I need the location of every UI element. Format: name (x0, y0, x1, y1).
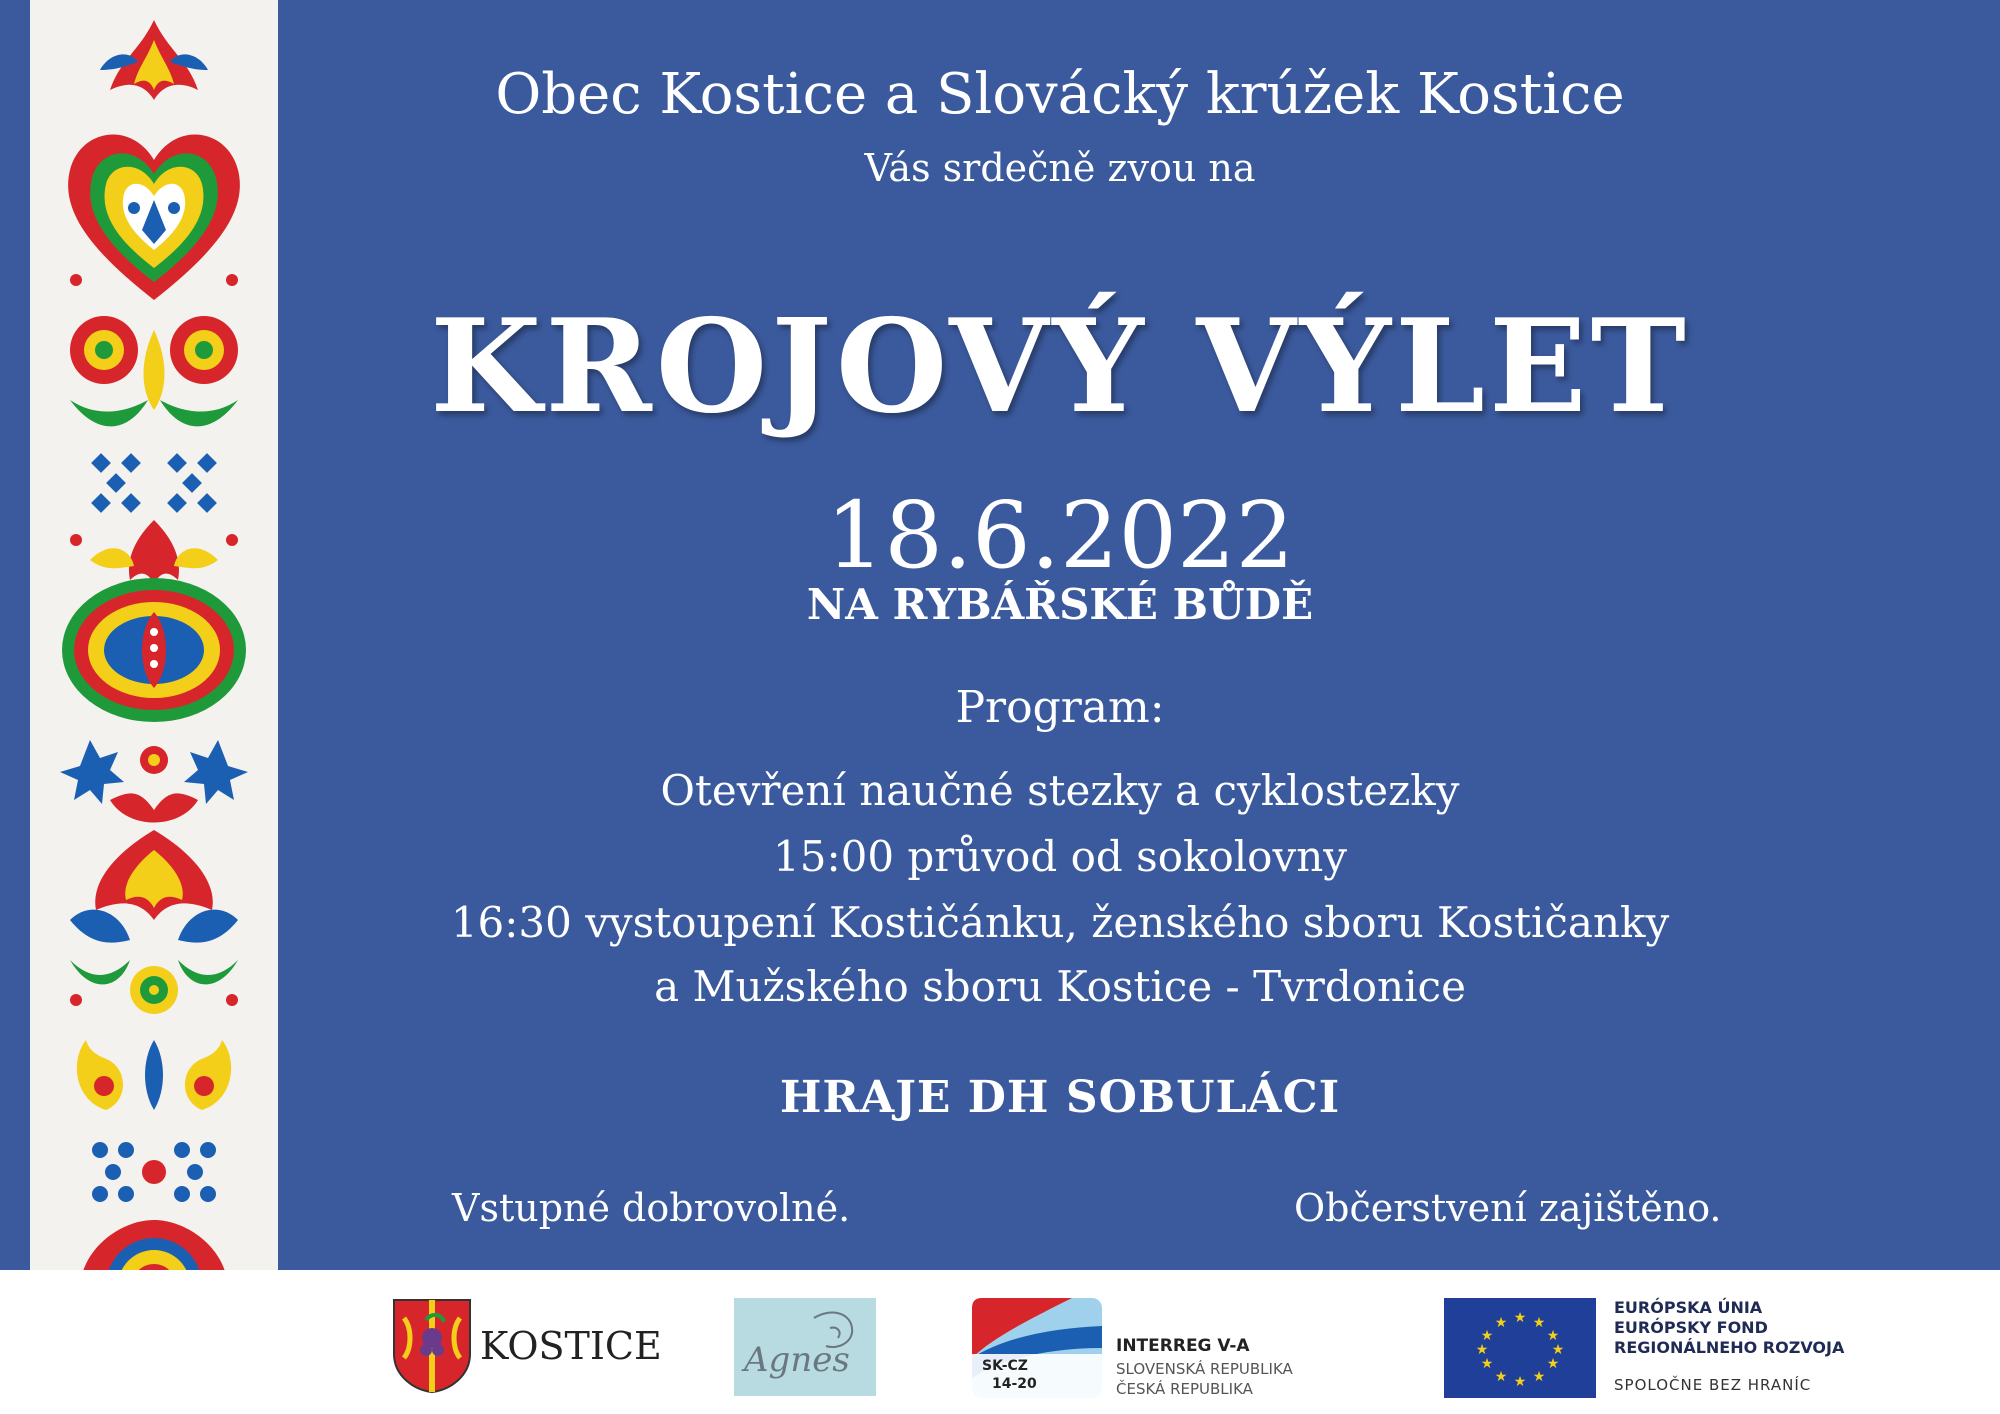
event-title: KROJOVÝ VÝLET (430, 292, 1690, 442)
svg-text:★: ★ (1475, 1342, 1489, 1358)
program-heading: Program: (955, 682, 1165, 733)
agnes-logo-text: Agnes (744, 1340, 850, 1380)
folk-ornament-icon (30, 0, 278, 1414)
kostice-logo (392, 1298, 662, 1394)
folk-ornament-strip (30, 0, 278, 1414)
interreg-country-1: SLOVENSKÁ REPUBLIKA (1116, 1360, 1293, 1378)
svg-text:★: ★ (1480, 1328, 1494, 1344)
program-item: a Mužského sboru Kostice - Tvrdonice (654, 962, 1466, 1011)
svg-text:★: ★ (1532, 1369, 1546, 1385)
agnes-logo (734, 1298, 876, 1396)
coat-of-arms-icon (392, 1298, 472, 1394)
interreg-logo (972, 1298, 1392, 1398)
event-date: 18.6.2022 (825, 482, 1295, 589)
refreshments-note: Občerstvení zajištěno. (1294, 1186, 1722, 1230)
program-item: Otevření naučné stezky a cyklostezky (660, 766, 1460, 815)
svg-text:★: ★ (1546, 1328, 1560, 1344)
svg-text:★: ★ (1513, 1310, 1527, 1326)
eu-slogan: SPOLOČNE BEZ HRANÍC (1614, 1376, 1812, 1394)
event-venue: NA RYBÁŘSKÉ BŮDĚ (806, 580, 1314, 629)
eu-line-3: REGIONÁLNEHO ROZVOJA (1614, 1338, 1845, 1357)
interreg-country-2: ČESKÁ REPUBLIKA (1116, 1380, 1253, 1398)
eu-line-1: EURÓPSKA ÚNIA (1614, 1298, 1763, 1317)
svg-text:★: ★ (1532, 1315, 1546, 1331)
svg-text:★: ★ (1494, 1315, 1508, 1331)
eu-flag-icon (1444, 1298, 1596, 1398)
hosts-line: Obec Kostice a Slovácký krúžek Kostice (495, 62, 1625, 127)
interreg-title: INTERREG V-A (1116, 1336, 1250, 1356)
svg-text:★: ★ (1546, 1356, 1560, 1372)
svg-text:★: ★ (1513, 1374, 1527, 1390)
invite-line: Vás srdečně zvou na (864, 146, 1256, 190)
interreg-code-1: SK-CZ (982, 1358, 1028, 1374)
svg-text:★: ★ (1551, 1342, 1565, 1358)
kostice-logo-text: KOSTICE (480, 1324, 662, 1368)
svg-text:★: ★ (1480, 1356, 1494, 1372)
program-item: 16:30 vystoupení Kostičánku, ženského sboru Kostičanky (450, 898, 1670, 947)
admission-note: Vstupné dobrovolné. (452, 1186, 851, 1230)
music-band-line: HRAJE DH SOBULÁCI (779, 1072, 1341, 1123)
program-item: 15:00 průvod od sokolovny (773, 832, 1347, 881)
svg-text:★: ★ (1494, 1369, 1508, 1385)
eu-line-2: EURÓPSKY FOND (1614, 1318, 1768, 1337)
interreg-code-2: 14-20 (992, 1376, 1037, 1392)
eu-logo (1444, 1298, 1904, 1398)
